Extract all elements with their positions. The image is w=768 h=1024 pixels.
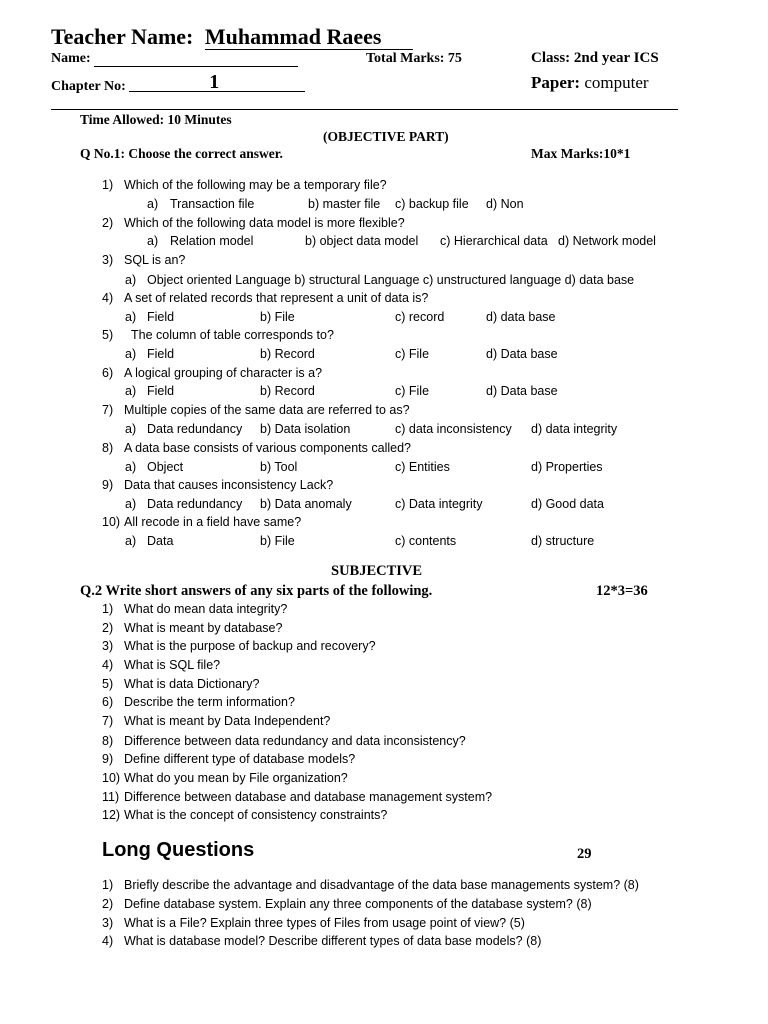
option-a-text: Field: [147, 310, 175, 324]
mcq-question: 1): [102, 178, 114, 192]
short-question-number: 11): [102, 790, 120, 804]
mcq-question: 7): [102, 403, 114, 417]
paper-row: [531, 73, 649, 93]
option-d: d) Non: [486, 197, 524, 211]
option-a: a): [125, 534, 137, 548]
option-d: d) Good data: [531, 497, 604, 511]
option-a: a): [125, 460, 137, 474]
option-a: a): [125, 384, 137, 398]
long-questions-marks: 29: [577, 846, 592, 862]
mcq-question-text: A logical grouping of character is a?: [124, 366, 323, 380]
option-b: b) Record: [260, 347, 315, 361]
short-question-number: 6): [102, 695, 114, 709]
class-label: Class: 2nd year ICS: [531, 50, 659, 66]
option-a-text: Data: [147, 534, 174, 548]
mcq-question-text: A data base consists of various components called?: [124, 441, 411, 455]
subjective-instruction: Q.2 Write short answers of any six parts of the following.: [80, 583, 433, 599]
mcq-question-text: All recode in a field have same?: [124, 515, 302, 529]
option-b: b) File: [260, 534, 295, 548]
long-question-text: What is database model? Describe different types of data base models? (8): [124, 934, 542, 948]
option-d: d) Properties: [531, 460, 603, 474]
chapter-row: [51, 71, 305, 95]
option-c: c) Data integrity: [395, 497, 483, 511]
option-b: b) object data model: [305, 234, 419, 248]
short-question-number: 2): [102, 621, 114, 635]
option-a-text: Relation model: [170, 234, 254, 248]
mcq-question: 9): [102, 478, 114, 492]
option-b: b) Tool: [260, 460, 298, 474]
mcq-question-text: Which of the following may be a temporary file?: [124, 178, 387, 192]
short-question-text: What is SQL file?: [124, 658, 221, 672]
short-question-text: Describe the term information?: [124, 695, 295, 709]
objective-instruction: Q No.1: Choose the correct answer.: [80, 146, 283, 161]
option-a: a): [147, 234, 159, 248]
option-a-text: Transaction file: [170, 197, 255, 211]
option-d: d) Data base: [486, 347, 558, 361]
long-questions-heading: Long Questions: [102, 839, 255, 861]
mcq-question-text: Which of the following data model is more flexible?: [124, 216, 405, 230]
long-question-number: 1): [102, 878, 114, 892]
short-question-text: What is the concept of consistency constraints?: [124, 808, 388, 822]
option-d: d) structure: [531, 534, 595, 548]
short-question-number: 5): [102, 677, 114, 691]
option-d: d) data base: [486, 310, 556, 324]
time-allowed: Time Allowed: 10 Minutes: [80, 112, 232, 127]
short-question-text: What is meant by database?: [124, 621, 283, 635]
option-c: c) File: [395, 347, 430, 361]
option-b: b) Record: [260, 384, 315, 398]
short-question-text: What is data Dictionary?: [124, 677, 260, 691]
total-marks: Total Marks: 75: [366, 51, 462, 66]
short-question-text: What is meant by Data Independent?: [124, 714, 331, 728]
option-a: a): [125, 422, 137, 436]
option-c: c) File: [395, 384, 430, 398]
option-a: a): [125, 347, 137, 361]
subjective-heading: SUBJECTIVE: [331, 563, 423, 579]
option-c: c) contents: [395, 534, 457, 548]
student-name-label: Name:: [51, 51, 91, 66]
short-question-text: Difference between database and database management system?: [124, 790, 493, 804]
short-question-text: What do mean data integrity?: [124, 602, 288, 616]
subjective-marks: 12*3=36: [596, 583, 648, 599]
option-d: d) Data base: [486, 384, 558, 398]
paper-label: Paper:: [531, 73, 581, 92]
long-question-number: 3): [102, 916, 114, 930]
option-c: c) Hierarchical data: [440, 234, 548, 248]
option-b: b) master file: [308, 197, 381, 211]
mcq-question-text: Multiple copies of the same data are referred to as?: [124, 403, 410, 417]
option-b: b) File: [260, 310, 295, 324]
option-d: d) Network model: [558, 234, 656, 248]
short-question-number: 12): [102, 808, 121, 822]
option-a: a): [125, 310, 137, 324]
long-question-number: 2): [102, 897, 114, 911]
teacher-label: Teacher Name:: [51, 24, 194, 49]
teacher-name: Muhammad Raees: [205, 25, 413, 50]
teacher-name-row: [51, 24, 413, 50]
mcq-question-text: The column of table corresponds to?: [131, 328, 334, 342]
long-question-text: Define database system. Explain any three components of the database system? (8): [124, 897, 592, 911]
paper-value: computer: [584, 73, 649, 92]
student-name-blank: [94, 52, 298, 67]
option-a-text: Object: [147, 460, 184, 474]
option-b: b) Data isolation: [260, 422, 351, 436]
mcq-question-text: Data that causes inconsistency Lack?: [124, 478, 334, 492]
option-a-text: Field: [147, 384, 175, 398]
option-a: a): [125, 497, 137, 511]
mcq-question: 3): [102, 253, 114, 267]
short-question-number: 9): [102, 752, 114, 766]
chapter-number: 1: [209, 71, 220, 93]
option-a-text: Data redundancy: [147, 422, 243, 436]
mcq-question-text: A set of related records that represent a unit of data is?: [124, 291, 429, 305]
option-a-text: Field: [147, 347, 175, 361]
option-c: c) backup file: [395, 197, 469, 211]
short-question-number: 10): [102, 771, 121, 785]
mcq-question-text: SQL is an?: [124, 253, 186, 267]
mcq-question: 8): [102, 441, 114, 455]
objective-heading: (OBJECTIVE PART): [323, 129, 449, 144]
option-d: d) data integrity: [531, 422, 618, 436]
mcq-question: 6): [102, 366, 114, 380]
mcq-question: 10): [102, 515, 121, 529]
mcq-question: 4): [102, 291, 114, 305]
option-c: c) data inconsistency: [395, 422, 512, 436]
short-question-number: 7): [102, 714, 114, 728]
student-name-row: [51, 51, 298, 67]
short-question-number: 8): [102, 734, 114, 748]
option-c: c) record: [395, 310, 445, 324]
header-divider: [51, 109, 678, 110]
short-question-number: 1): [102, 602, 114, 616]
mcq-question: 5): [102, 328, 114, 342]
short-question-text: Difference between data redundancy and data inconsistency?: [124, 734, 466, 748]
short-question-text: What do you mean by File organization?: [124, 771, 348, 785]
option-c: c) Entities: [395, 460, 450, 474]
short-question-text: Define different type of database models?: [124, 752, 356, 766]
mcq-question: 2): [102, 216, 114, 230]
short-question-number: 3): [102, 639, 114, 653]
option-a-text: Data redundancy: [147, 497, 243, 511]
option-b: b) Data anomaly: [260, 497, 352, 511]
option-a: a): [125, 273, 137, 287]
short-question-number: 4): [102, 658, 114, 672]
objective-max-marks: Max Marks:10*1: [531, 146, 631, 161]
long-question-number: 4): [102, 934, 114, 948]
long-question-text: What is a File? Explain three types of Files from usage point of view? (5): [124, 916, 525, 930]
chapter-label: Chapter No:: [51, 79, 126, 94]
short-question-text: What is the purpose of backup and recovery?: [124, 639, 376, 653]
long-question-text: Briefly describe the advantage and disadvantage of the data base managements system? (8): [124, 878, 639, 892]
option-a-text: Object oriented Language b) structural Language c) unstructured language d) data base: [147, 273, 635, 287]
option-a: a): [147, 197, 159, 211]
